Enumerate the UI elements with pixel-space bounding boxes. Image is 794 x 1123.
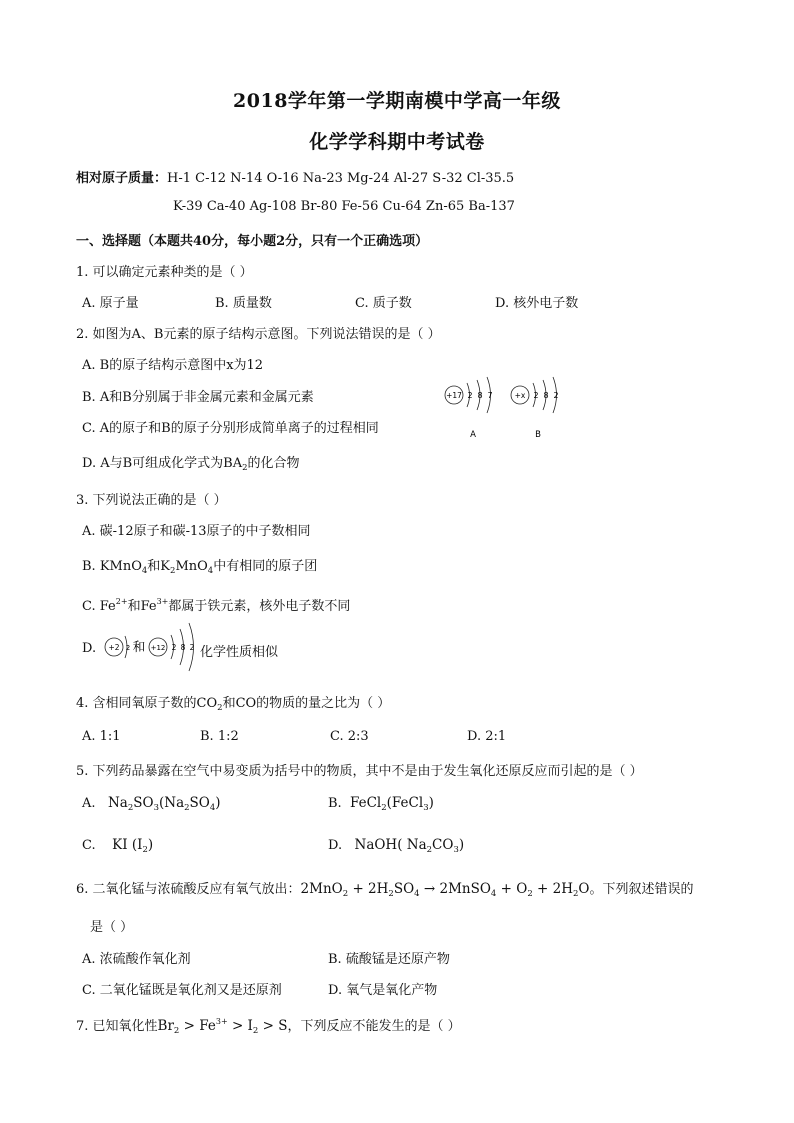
q4-option-a: A. 1:1 [82,729,121,744]
nucleus-2-label: +12 [150,644,166,652]
atomic-mass-label: 相对原子质量： [76,171,168,186]
q3-option-b: B. KMnO$_4$和$K_2MnO_4$中有相同的原子团 [82,559,318,576]
q3-option-d-text: 化学性质相似 [200,645,279,660]
q7-oxidation-chain: $Br_2 > Fe^{3+} > I_2 > S$ [157,1017,288,1036]
nucleus-1-label: +2 [108,643,120,652]
q5-option-a: A. $Na_2SO_3(Na_2SO_4)$ [82,795,221,813]
atom-diagram-mg [149,623,195,671]
shell-a-2-count: 8 [477,391,483,400]
shell-b-3-count: 2 [553,391,559,400]
q3-option-c: C. $Fe^{2+}$和$Fe^{3+}$都属于铁元素，核外电子数不同 [82,597,351,614]
q6-option-a: A. 浓硫酸作氧化剂 [82,952,191,967]
q6-option-d: D. 氧气是氧化产物 [328,983,438,998]
q3-option-d-and: 和 [132,639,146,654]
q2-option-a: A. B的原子结构示意图中x为12 [82,358,264,373]
q1-option-a: A. 原子量 [82,296,139,311]
q5-option-d: D. NaOH( $Na_2CO_3$) [328,837,465,855]
atomic-mass-values-1: H-1 C-12 N-14 O-16 Na-23 Mg-24 Al-27 S-32 Cl-35.5 [167,171,515,186]
q4-option-c: C. 2:3 [330,729,369,744]
shell-b-1-count: 2 [533,391,539,400]
q3-atom-diagrams [100,618,205,672]
q6-option-b: B. 硫酸锰是还原产物 [328,952,450,967]
shell-2-2-count: 8 [180,643,186,652]
q4-option-d: D. 2:1 [467,729,507,744]
question-4-stem: 4. 含相同氧原子数的$CO_2$和CO的物质的量之比为（ ） [76,696,391,713]
q4-option-b: B. 1:2 [200,729,239,744]
question-6-stem: 6. 二氧化锰与浓硫酸反应有氧气放出：$2MnO_2 + 2H_2SO_4$ → 2MnSO$_4$ + $O_2 + 2H_2O$。下列叙述错误的 [76,881,694,899]
q2-atom-diagrams [440,370,580,445]
atomic-mass-values-2: K-39 Ca-40 Ag-108 Br-80 Fe-56 Cu-64 Zn-65 Ba-137 [173,199,515,214]
q5-option-b: B. FeCl$_2$(FeCl$_3$) [328,795,434,813]
shell-2-3-count: 2 [189,643,195,652]
atomic-mass-line1 [76,167,514,186]
q1-option-c: C. 质子数 [355,296,412,311]
atom-b-label: B [535,430,541,440]
shell-a-3-count: 7 [487,391,493,400]
question-6-stem-line2: 是（ ） [90,920,134,935]
section-heading: 一、选择题（本题共40分，每小题2分，只有一个正确选项） [76,234,429,249]
question-3-stem: 3. 下列说法正确的是（ ） [76,493,227,508]
atom-diagram-a [445,377,493,440]
atom-a-label: A [470,430,476,440]
question-1-stem: 1. 可以确定元素种类的是（ ） [76,265,253,280]
shell-1-1-count: 2 [125,644,131,652]
q6-option-c: C. 二氧化锰既是氧化剂又是还原剂 [82,983,282,998]
nucleus-a-label: +17 [446,391,462,400]
q6-equation: $2MnO_2 + 2H_2SO_4$ → 2MnSO$_4$ + $O_2 + 2H_2O$ [300,881,590,899]
shell-b-2-count: 8 [543,391,549,400]
q3-option-a: A. 碳-12原子和碳-13原子的中子数相同 [82,524,311,539]
q1-option-b: B. 质量数 [215,296,272,311]
q3-option-d-label: D. [82,641,97,656]
shell-a-1-count: 2 [467,391,473,400]
q5-option-c: C. KI $(I_2)$ [82,837,154,855]
question-5-stem: 5. 下列药品暴露在空气中易变质为括号中的物质，其中不是由于发生氧化还原反应而引起的是（ ） [76,764,643,779]
nucleus-b-label: +x [514,391,526,400]
q2-option-c: C. A的原子和B的原子分别形成简单离子的过程相同 [82,421,379,436]
exam-title-line2: 化学学科期中考试卷 [309,131,485,153]
q2-option-b: B. A和B分别属于非金属元素和金属元素 [82,390,314,405]
exam-title-line1: 2018学年第一学期南模中学高一年级 [233,90,561,112]
shell-2-1-count: 2 [171,643,177,652]
atom-diagram-b [511,377,559,440]
q1-option-d: D. 核外电子数 [495,296,579,311]
atom-diagram-he [105,636,130,658]
question-2-stem: 2. 如图为A、B元素的原子结构示意图。下列说法错误的是（ ） [76,327,441,342]
question-7-stem: 7. 已知氧化性$Br_2 > Fe^{3+} > I_2 > S$，下列反应不能发生的是（ ） [76,1017,461,1036]
q2-option-d: D. A与B可组成化学式为$BA_2$的化合物 [82,456,300,473]
